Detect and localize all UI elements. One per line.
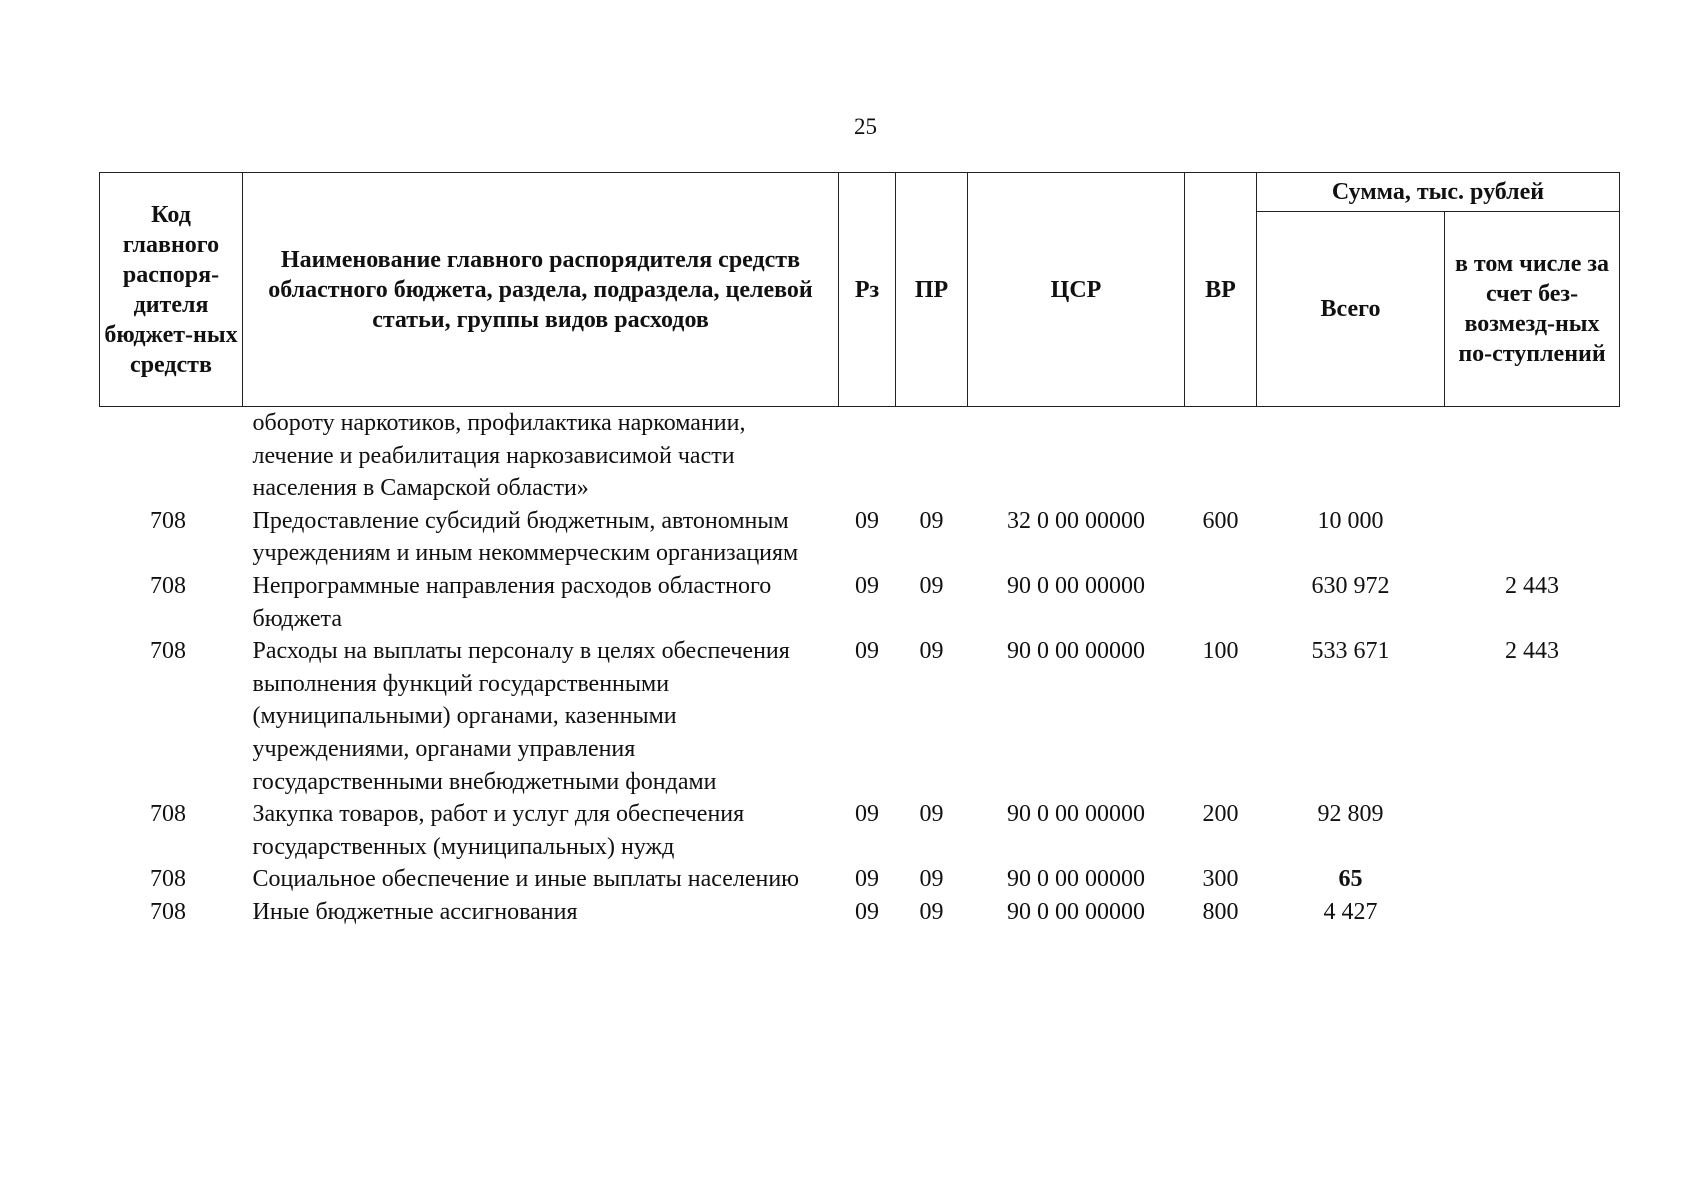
cell-free	[1445, 798, 1620, 863]
cell-vr: 600	[1202, 507, 1239, 534]
cell-rz: 09	[855, 638, 879, 665]
cell-code: 708	[150, 572, 186, 599]
cell-csr	[968, 407, 1185, 505]
cell-code: 708	[150, 507, 186, 534]
cell-free	[1445, 863, 1620, 896]
cell-free: 2 443	[1505, 572, 1559, 599]
cell-free	[1445, 505, 1620, 570]
cell-free: 2 443	[1505, 638, 1559, 665]
header-pr: ПР	[896, 173, 968, 407]
cell-csr: 90 0 00 00000	[1007, 572, 1145, 599]
page-number: 25	[854, 114, 877, 139]
cell-pr: 09	[919, 898, 944, 925]
cell-code	[100, 407, 243, 505]
cell-rz: 09	[855, 866, 879, 893]
cell-total: 533 671	[1311, 638, 1390, 665]
cell-rz: 09	[855, 572, 879, 599]
header-sum-group: Сумма, тыс. рублей	[1257, 173, 1620, 212]
cell-total: 4 427	[1323, 898, 1378, 925]
cell-name: Предоставление субсидий бюджетным, автономным учреждениям и иным некоммерческим организациям	[252, 507, 799, 567]
cell-csr: 90 0 00 00000	[1007, 866, 1145, 893]
cell-pr: 09	[919, 866, 944, 893]
cell-total: 65	[1338, 866, 1363, 893]
cell-total: 92 809	[1317, 801, 1384, 828]
table-row	[100, 896, 1620, 929]
cell-pr: 09	[919, 801, 944, 828]
budget-table	[99, 172, 1620, 929]
cell-vr: 200	[1202, 801, 1239, 828]
cell-vr	[1185, 407, 1257, 505]
cell-vr: 300	[1202, 866, 1239, 893]
cell-name: обороту наркотиков, профилактика наркомании, лечение и реабилитация наркозависимой части населения в Самарской области»	[252, 410, 746, 502]
cell-free	[1445, 896, 1620, 929]
cell-code: 708	[150, 801, 186, 828]
table-row	[100, 407, 1620, 505]
table-body	[100, 407, 1620, 929]
cell-csr: 32 0 00 00000	[1007, 507, 1145, 534]
table-row	[100, 570, 1620, 635]
cell-name: Социальное обеспечение и иные выплаты населению	[252, 866, 800, 893]
cell-vr	[1185, 570, 1257, 635]
header-rz: Рз	[839, 173, 896, 407]
cell-pr: 09	[919, 572, 944, 599]
cell-name: Иные бюджетные ассигнования	[252, 898, 578, 925]
cell-name: Непрограммные направления расходов областного бюджета	[252, 572, 772, 632]
cell-free	[1445, 407, 1620, 505]
cell-code: 708	[150, 638, 186, 665]
header-csr: ЦСР	[968, 173, 1185, 407]
cell-csr: 90 0 00 00000	[1007, 898, 1145, 925]
cell-pr: 09	[919, 507, 944, 534]
table-row	[100, 505, 1620, 570]
cell-code: 708	[150, 898, 186, 925]
table-header	[100, 173, 1620, 407]
cell-total	[1257, 407, 1445, 505]
header-free-receipts: в том числе за счет без-возмезд-ных по-ступлений	[1445, 212, 1620, 407]
cell-vr: 800	[1202, 898, 1239, 925]
header-vr: ВР	[1185, 173, 1257, 407]
cell-vr: 100	[1202, 638, 1239, 665]
cell-total: 10 000	[1317, 507, 1384, 534]
table-row	[100, 798, 1620, 863]
header-total: Всего	[1257, 212, 1445, 407]
table-row	[100, 635, 1620, 798]
header-code: Код главного распоря-дителя бюджет-ных средств	[100, 173, 243, 407]
cell-rz	[839, 407, 896, 505]
table-row	[100, 863, 1620, 896]
cell-code: 708	[150, 866, 186, 893]
cell-csr: 90 0 00 00000	[1007, 801, 1145, 828]
cell-name: Расходы на выплаты персоналу в целях обеспечения выполнения функций государственными (муниципальными) органами, казенными учреждениями, органами управления государственными внебюджетными фондами	[252, 638, 790, 795]
cell-total: 630 972	[1311, 572, 1390, 599]
cell-pr	[896, 407, 968, 505]
cell-name: Закупка товаров, работ и услуг для обеспечения государственных (муниципальных) нужд	[252, 801, 745, 860]
cell-rz: 09	[855, 898, 879, 925]
cell-rz: 09	[855, 801, 879, 828]
cell-pr: 09	[919, 638, 944, 665]
header-name: Наименование главного распорядителя средств областного бюджета, раздела, подраздела, целевой статьи, группы видов расходов	[243, 173, 839, 407]
cell-csr: 90 0 00 00000	[1007, 638, 1145, 665]
cell-rz: 09	[855, 507, 879, 534]
